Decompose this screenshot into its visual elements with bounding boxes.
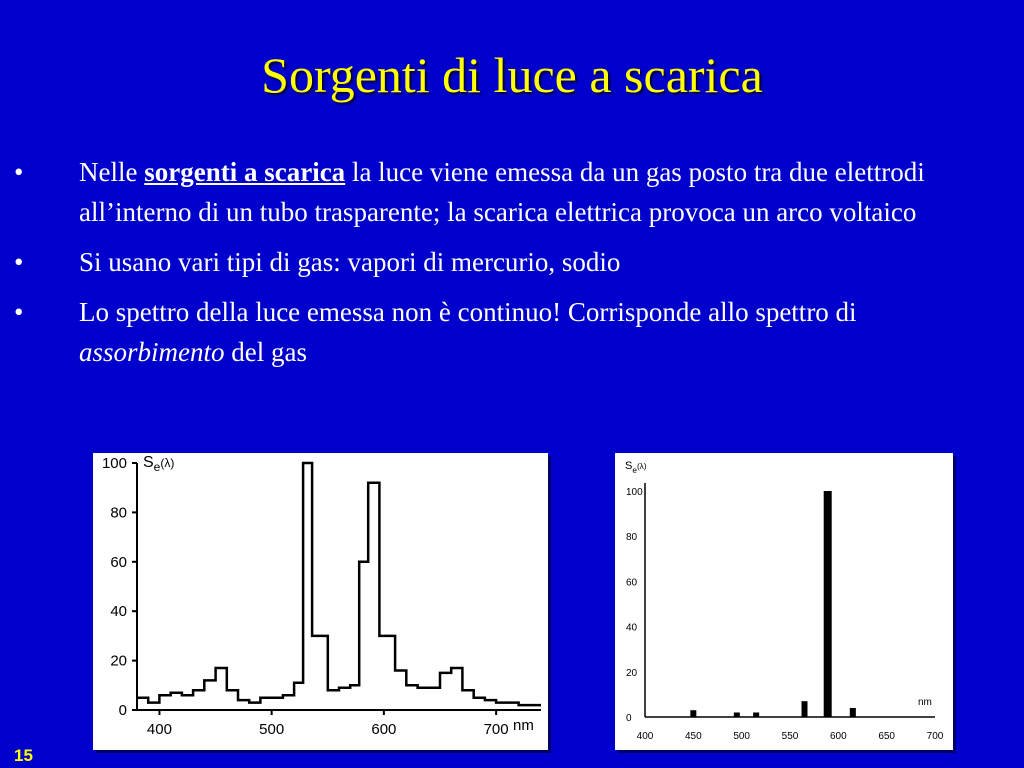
bullet-text-pre: Lo spettro della luce emessa non è continuo! Corrisponde allo spettro di bbox=[79, 297, 857, 327]
y-tick-label: 0 bbox=[118, 702, 127, 719]
chart-svg bbox=[615, 453, 953, 750]
mercury-spectrum-chart bbox=[93, 453, 548, 750]
x-tick-label: 400 bbox=[636, 731, 654, 742]
chart-svg bbox=[93, 453, 548, 750]
y-tick-label: 60 bbox=[626, 577, 638, 589]
x-tick-label: 600 bbox=[829, 731, 847, 742]
bullet-text-post: del gas bbox=[224, 337, 307, 367]
spectrum-bar bbox=[734, 712, 740, 717]
x-tick-label: 700 bbox=[926, 731, 944, 742]
bullet-list bbox=[14, 152, 1004, 382]
bullet-item bbox=[14, 152, 1004, 232]
bullet-text-pre: Si usano vari tipi di gas: vapori di mercurio, sodio bbox=[79, 247, 621, 277]
bullet-emphasis: sorgenti a scarica bbox=[144, 157, 346, 187]
y-tick-label: 80 bbox=[626, 532, 638, 544]
x-axis-label: nm bbox=[918, 697, 932, 708]
bullet-marker: • bbox=[14, 247, 24, 277]
x-tick-label: 550 bbox=[781, 731, 799, 742]
y-tick-label: 20 bbox=[626, 667, 638, 679]
bullet-marker: • bbox=[14, 297, 24, 327]
x-tick-label: 450 bbox=[684, 731, 702, 742]
x-tick-label: 700 bbox=[483, 721, 509, 738]
x-tick-label: 650 bbox=[878, 731, 896, 742]
spectrum-bar bbox=[802, 701, 808, 717]
x-axis-label: nm bbox=[513, 717, 534, 734]
slide-number: 15 bbox=[14, 746, 33, 765]
y-tick-label: 80 bbox=[110, 504, 127, 522]
x-tick-label: 400 bbox=[146, 721, 172, 738]
x-tick-label: 500 bbox=[733, 731, 751, 742]
bullet-marker: • bbox=[14, 157, 24, 187]
bullet-item bbox=[14, 292, 1004, 372]
y-axis-label: $S_e^{(\lambda)}$ bbox=[625, 460, 647, 475]
y-tick-label: 60 bbox=[110, 553, 127, 571]
spectrum-bar bbox=[690, 710, 696, 717]
y-axis-label: $S_e^{(\lambda)}$ bbox=[143, 454, 175, 474]
y-tick-label: 40 bbox=[110, 603, 127, 621]
y-tick-label: 100 bbox=[101, 455, 127, 472]
spectrum-bar bbox=[824, 491, 832, 717]
x-tick-label: 500 bbox=[259, 721, 285, 738]
spectrum-bar bbox=[850, 708, 856, 717]
x-tick-label: 600 bbox=[371, 721, 397, 738]
slide-title: Sorgenti di luce a scarica bbox=[261, 47, 763, 103]
bullet-emphasis: assorbimento bbox=[79, 337, 225, 367]
bullet-item bbox=[14, 242, 1004, 282]
spectrum-line bbox=[137, 463, 541, 705]
sodium-spectrum-chart bbox=[615, 453, 953, 750]
y-tick-label: 100 bbox=[626, 487, 643, 498]
y-tick-label: 40 bbox=[626, 622, 638, 634]
bullet-text-post: la luce viene emessa da un gas posto tra due elettrodi all’interno di un tubo trasparente; la scarica elettrica provoca un arco voltaico bbox=[79, 157, 925, 227]
y-tick-label: 20 bbox=[110, 652, 127, 670]
spectrum-bar bbox=[753, 712, 759, 717]
y-tick-label: 0 bbox=[626, 713, 632, 724]
bullet-text-pre: Nelle bbox=[79, 157, 145, 187]
